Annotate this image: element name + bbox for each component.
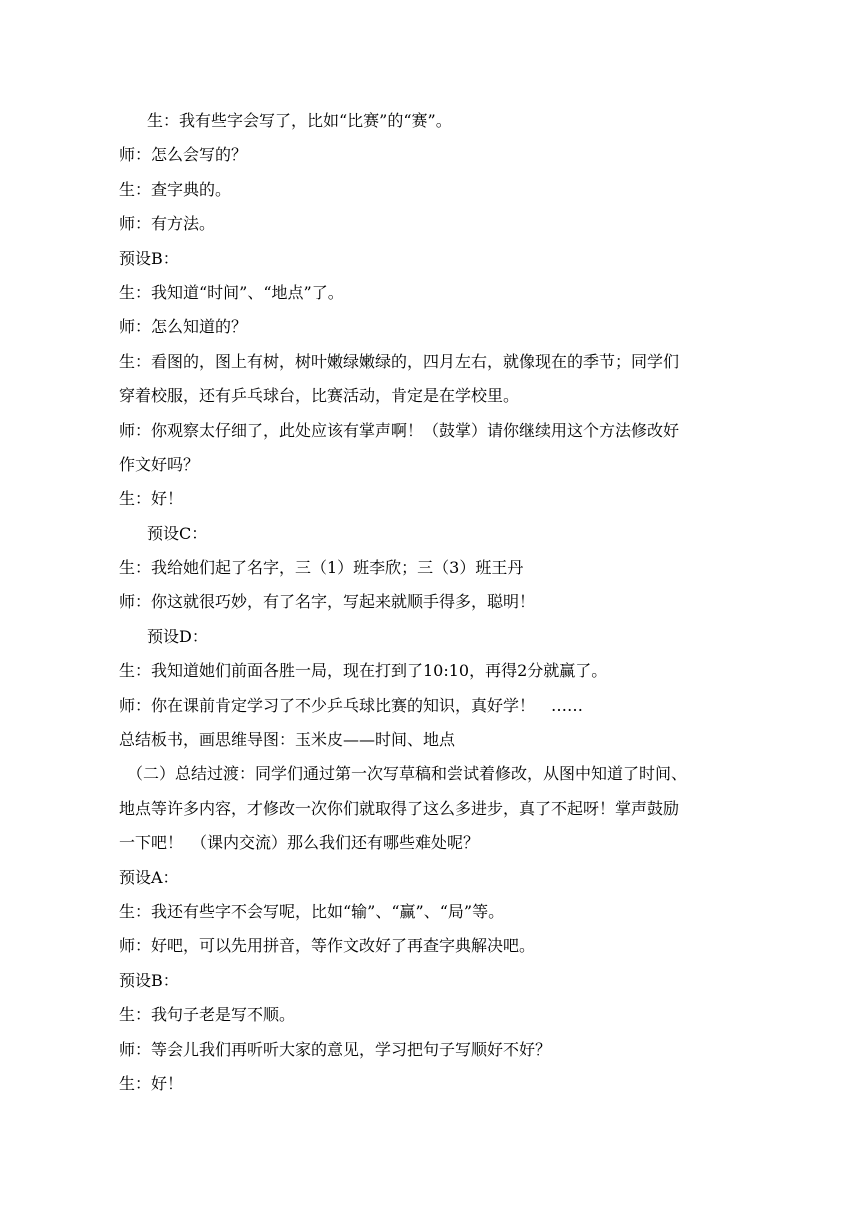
text-line: 生：我句子老是写不顺。 bbox=[119, 1005, 296, 1025]
text-line: 生：我知道她们前面各胜一局，现在打到了10:10，再得2分就赢了。 bbox=[119, 661, 608, 681]
text-line: （二）总结过渡：同学们通过第一次写草稿和尝试着修改，从图中知道了时间、 bbox=[127, 764, 688, 784]
text-line: 生：我还有些字不会写呢，比如“输”、“赢”、“局”等。 bbox=[119, 901, 505, 921]
text-line: 师：怎么知道的？ bbox=[119, 317, 248, 337]
text-line: 师：你在课前肯定学习了不少乒乓球比赛的知识，真好学！ …… bbox=[119, 695, 584, 715]
text-line: 总结板书，画思维导图：玉米皮——时间、地点 bbox=[119, 730, 456, 750]
text-line: 生：我有些字会写了，比如“比赛”的“赛”。 bbox=[147, 111, 452, 130]
document-body bbox=[119, 104, 759, 1101]
text-line: 生：查字典的。 bbox=[119, 179, 232, 199]
text-line: 一下吧！ （课内交流）那么我们还有哪些难处呢？ bbox=[119, 833, 480, 853]
text-line: 预设C： bbox=[147, 523, 208, 543]
text-line: 师：好吧，可以先用拼音，等作文改好了再查字典解决吧。 bbox=[119, 936, 536, 956]
text-line: 师：你观察太仔细了，此处应该有掌声啊！（鼓掌）请你继续用这个方法修改好 bbox=[119, 420, 680, 440]
text-line: 师：怎么会写的？ bbox=[119, 145, 248, 165]
text-line: 预设B： bbox=[119, 248, 179, 268]
text-line: 作文好吗？ bbox=[119, 454, 200, 474]
text-line: 生：好！ bbox=[119, 489, 184, 509]
text-line: 师：你这就很巧妙，有了名字，写起来就顺手得多，聪明！ bbox=[119, 592, 536, 612]
text-line: 师：有方法。 bbox=[119, 214, 216, 234]
text-line: 预设A： bbox=[119, 867, 179, 887]
text-line: 预设D： bbox=[147, 626, 208, 646]
text-line: 师：等会儿我们再听听大家的意见，学习把句子写顺好不好？ bbox=[119, 1039, 552, 1059]
text-line: 生：好！ bbox=[119, 1073, 184, 1093]
text-line: 地点等许多内容，才修改一次你们就取得了这么多进步，真了不起呀！掌声鼓励 bbox=[119, 798, 680, 818]
text-line: 穿着校服，还有乒乓球台，比赛活动，肯定是在学校里。 bbox=[119, 386, 520, 406]
text-line: 生：看图的，图上有树，树叶嫩绿嫩绿的，四月左右，就像现在的季节；同学们 bbox=[119, 351, 680, 371]
text-line: 预设B： bbox=[119, 970, 179, 990]
text-line: 生：我知道“时间”、“地点”了。 bbox=[119, 282, 344, 302]
text-line: 生：我给她们起了名字，三（1）班李欣；三（3）班王丹 bbox=[119, 558, 524, 578]
